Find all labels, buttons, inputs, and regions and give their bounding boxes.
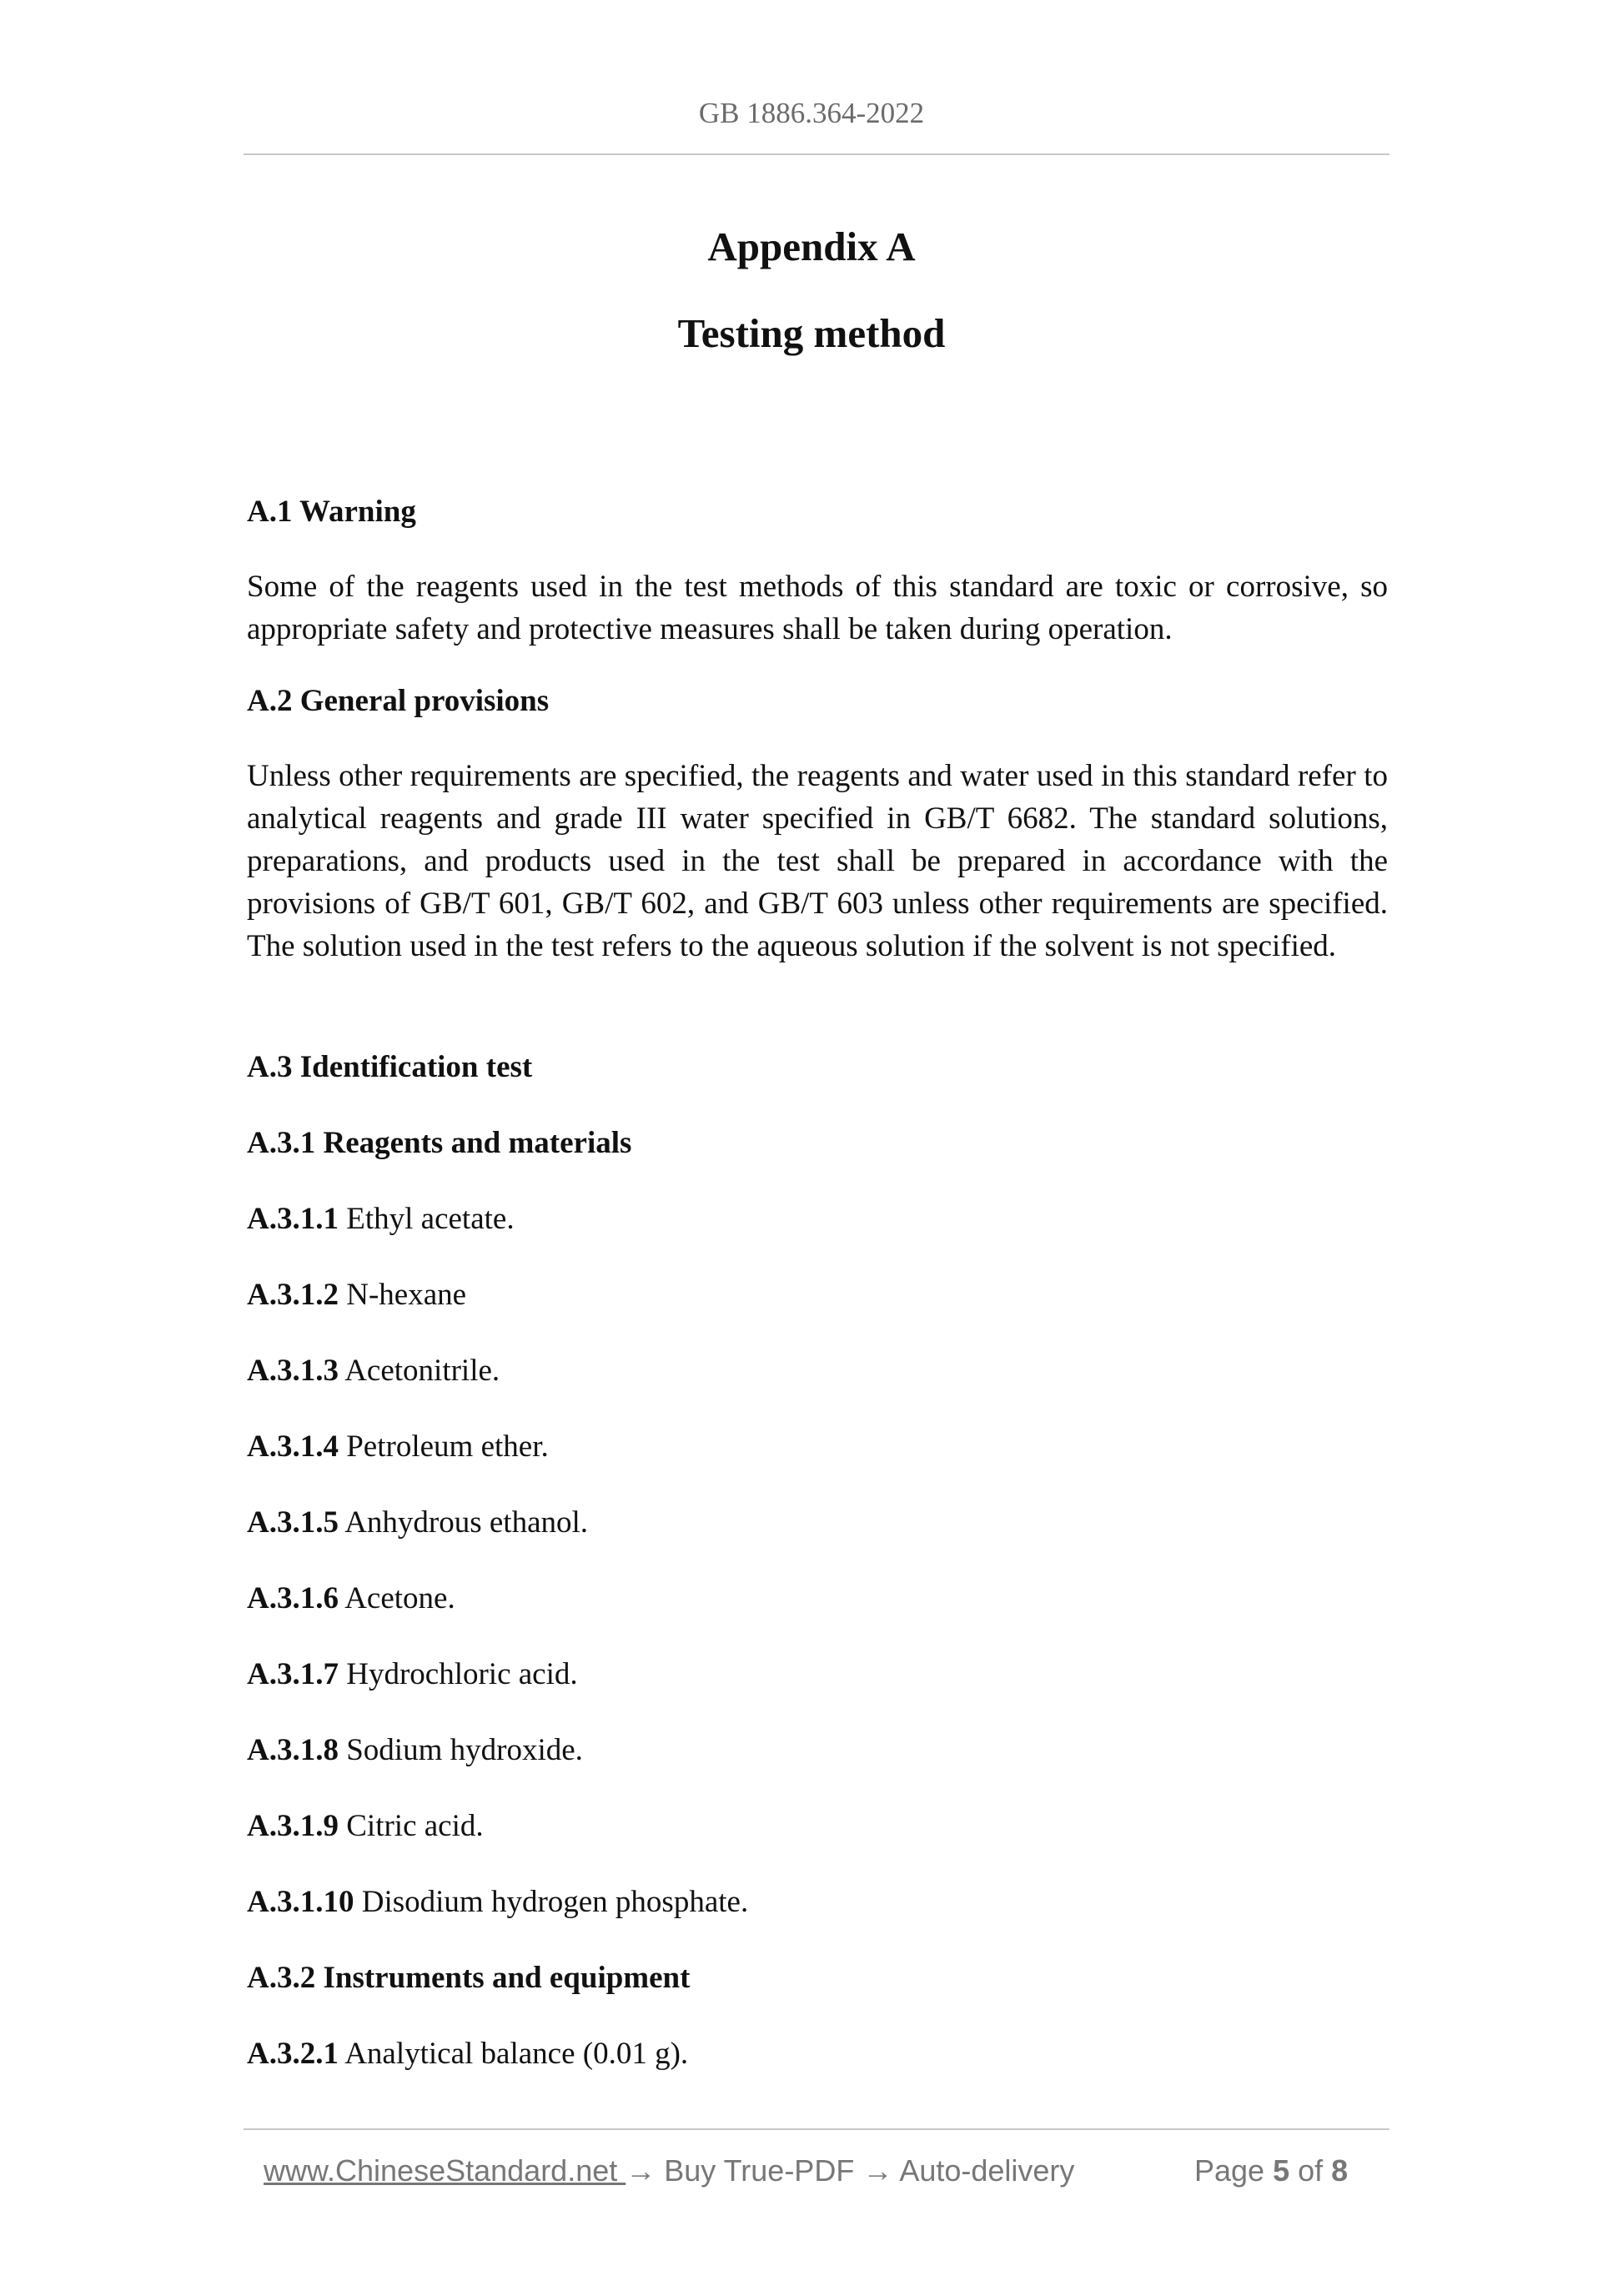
item-number: A.3.1.3 [247, 1354, 339, 1388]
heading-a32-instruments-equipment: A.3.2 Instruments and equipment [247, 1961, 691, 1995]
item-number: A.3.1.5 [247, 1505, 339, 1540]
list-item-reagent [247, 1349, 1388, 1392]
heading-a31-reagents-materials: A.3.1 Reagents and materials [247, 1126, 632, 1160]
item-text: Ethyl acetate. [338, 1202, 515, 1236]
item-number: A.3.1.8 [247, 1733, 339, 1767]
running-header: GB 1886.364-2022 [698, 97, 925, 129]
item-text: Sodium hydroxide. [338, 1733, 583, 1767]
footer-promo-text: → Buy True-PDF → Auto-delivery [626, 2153, 1075, 2188]
item-text: Acetone. [338, 1581, 455, 1615]
list-item-reagent [247, 1501, 1388, 1544]
list-item-reagent [247, 1653, 1388, 1696]
heading-a2-general-provisions: A.2 General provisions [247, 684, 550, 718]
item-text: Hydrochloric acid. [338, 1657, 578, 1691]
list-item-reagent [247, 1805, 1388, 1847]
heading-a1-warning: A.1 Warning [247, 495, 416, 529]
paragraph-a2-general-provisions: Unless other requirements are specified, the reagents and water used in this standard refer to analytical reagents and grade III water specified in GB/T 6682. The standard solutions, preparations, and products used in the test shall be prepared in accordance with the provisions of GB/T 601, GB/T 602, and GB/T 603 unless other requirements are specified. The solution used in the test refers to the aqueous solution if the solvent is not specified. [247, 759, 1388, 963]
header-divider [244, 153, 1389, 155]
appendix-title: Appendix A [707, 224, 916, 269]
item-text: N-hexane [338, 1278, 467, 1312]
item-text: Citric acid. [338, 1809, 484, 1843]
item-number: A.3.1.4 [247, 1429, 339, 1464]
item-number: A.3.1.2 [247, 1278, 339, 1312]
list-item-instrument [247, 2032, 1388, 2075]
site-link[interactable]: www.ChineseStandard.net [264, 2153, 626, 2188]
page-total: 8 [1331, 2153, 1349, 2188]
item-number: A.3.1.1 [247, 1202, 339, 1236]
item-number: A.3.1.9 [247, 1809, 339, 1843]
list-item-reagent [247, 1274, 1388, 1316]
item-number: A.3.1.7 [247, 1657, 339, 1691]
page-label: Page [1194, 2153, 1274, 2188]
item-text: Petroleum ether. [338, 1429, 549, 1464]
page-current: 5 [1273, 2153, 1290, 2188]
page-of-label: of [1289, 2153, 1332, 2188]
list-item-reagent [247, 1198, 1388, 1240]
footer-promo [264, 2152, 1074, 2190]
item-text: Anhydrous ethanol. [338, 1505, 589, 1540]
list-item-reagent [247, 1577, 1388, 1620]
footer-divider [244, 2128, 1389, 2130]
item-number: A.3.1.6 [247, 1581, 339, 1615]
heading-a3-identification-test: A.3 Identification test [247, 1050, 533, 1084]
item-text: Disodium hydrogen phosphate. [354, 1885, 749, 1919]
paragraph-a1-warning: Some of the reagents used in the test methods of this standard are toxic or corrosive, so appropriate safety and protective measures shall be taken during operation. [247, 570, 1388, 646]
item-number: A.3.1.10 [247, 1885, 354, 1919]
list-item-reagent [247, 1425, 1388, 1468]
list-item-reagent [247, 1881, 1388, 1923]
item-number: A.3.2.1 [247, 2037, 339, 2071]
list-item-reagent [247, 1729, 1388, 1771]
item-text: Acetonitrile. [338, 1354, 500, 1388]
item-text: Analytical balance (0.01 g). [338, 2037, 689, 2071]
page-indicator [1194, 2152, 1348, 2190]
section-title: Testing method [677, 310, 946, 356]
